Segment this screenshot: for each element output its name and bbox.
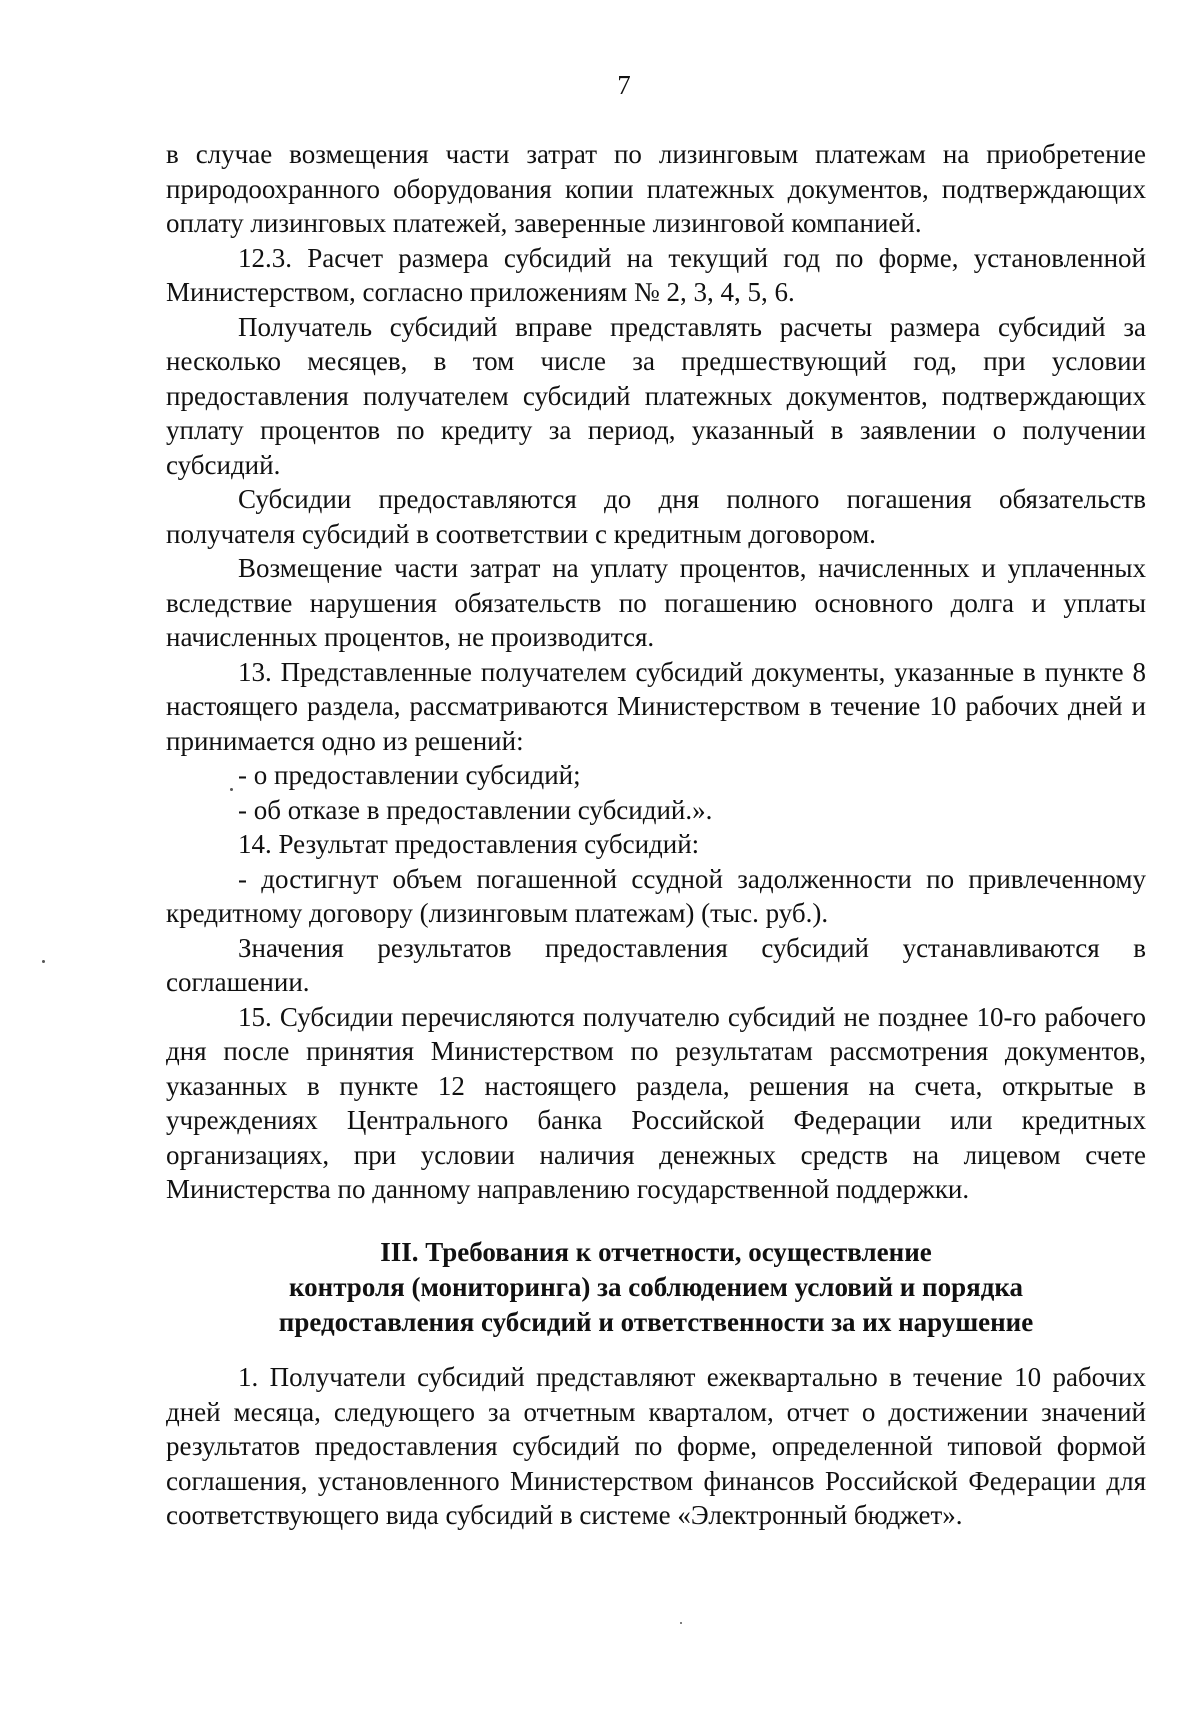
document-body [166,137,1146,1207]
paragraph-result-values: Значения результатов предоставления субсидий устанавливаются в соглашении. [166,932,1146,997]
scan-speck [42,960,45,963]
paragraph-12-3: 12.3. Расчет размера субсидий на текущий год по форме, установленной Министерством, согласно приложениям № 2, 3, 4, 5, 6. [166,242,1146,307]
scan-speck [230,788,233,791]
section-heading-line: контроля (мониторинга) за соблюдением условий и порядка [288,1272,1024,1302]
section-heading [166,1235,1146,1340]
paragraph-subsidy-term: Субсидии предоставляются до дня полного погашения обязательств получателя субсидий в соответствии с кредитным договором. [166,484,1146,549]
section-heading-line: предоставления субсидий и ответственности за их нарушение [278,1307,1034,1337]
section-heading-line: III. Требования к отчетности, осуществление [380,1237,932,1267]
list-item-result: - достигнут объем погашенной ссудной задолженности по привлеченному кредитному договору (лизинговым платежам) (тыс. руб.). [166,863,1146,928]
list-item-refuse: - об отказе в предоставлении субсидий.». [238,794,713,825]
paragraph-14: 14. Результат предоставления субсидий: [238,829,700,859]
paragraph-leasing-copies: в случае возмещения части затрат по лизинговым платежам на приобретение природоохранного оборудования копии платежных документов, подтверждающих оплату лизинговых платежей, заверенные лизинговой компанией. [166,139,1146,238]
list-item-grant: - о предоставлении субсидий; [238,760,581,790]
section-paragraph-1: 1. Получатели субсидий представляют ежеквартально в течение 10 рабочих дней месяца, следующего за отчетным кварталом, отчет о достижении значений результатов предоставления субсидий по форме, определенной типовой формой соглашения, установленного Министерством финансов Российской Федерации для соответствующего вида субсидий в системе «Электронный бюджет». [166,1362,1146,1530]
paragraph-no-compensation: Возмещение части затрат на уплату процентов, начисленных и уплаченных вследствие нарушения обязательств по погашению основного долга и уплаты начисленных процентов, не производится. [166,553,1146,652]
paragraph-calculation-months: Получатель субсидий вправе представлять расчеты размера субсидий за несколько месяцев, в том числе за предшествующий год, при условии предоставления получателем субсидий платежных документов, подтверждающих уплату процентов по кредиту за период, указанный в заявлении о получении субсидий. [166,311,1146,480]
page-number: 7 [617,70,631,100]
section-body [166,1360,1146,1533]
paragraph-15: 15. Субсидии перечисляются получателю субсидий не позднее 10-го рабочего дня после принятия Министерством по результатам рассмотрения документов, указанных в пункте 12 настоящего раздела, решения на счета, открытые в учреждениях Центрального банка Российской Федерации или кредитных организациях, при условии наличия денежных средств на лицевом счете Министерства по данному направлению государственной поддержки. [166,1001,1146,1204]
paragraph-13: 13. Представленные получателем субсидий документы, указанные в пункте 8 настоящего раздела, рассматриваются Министерством в течение 10 рабочих дней и принимается одно из решений: [166,656,1146,756]
scan-speck [680,1622,682,1624]
